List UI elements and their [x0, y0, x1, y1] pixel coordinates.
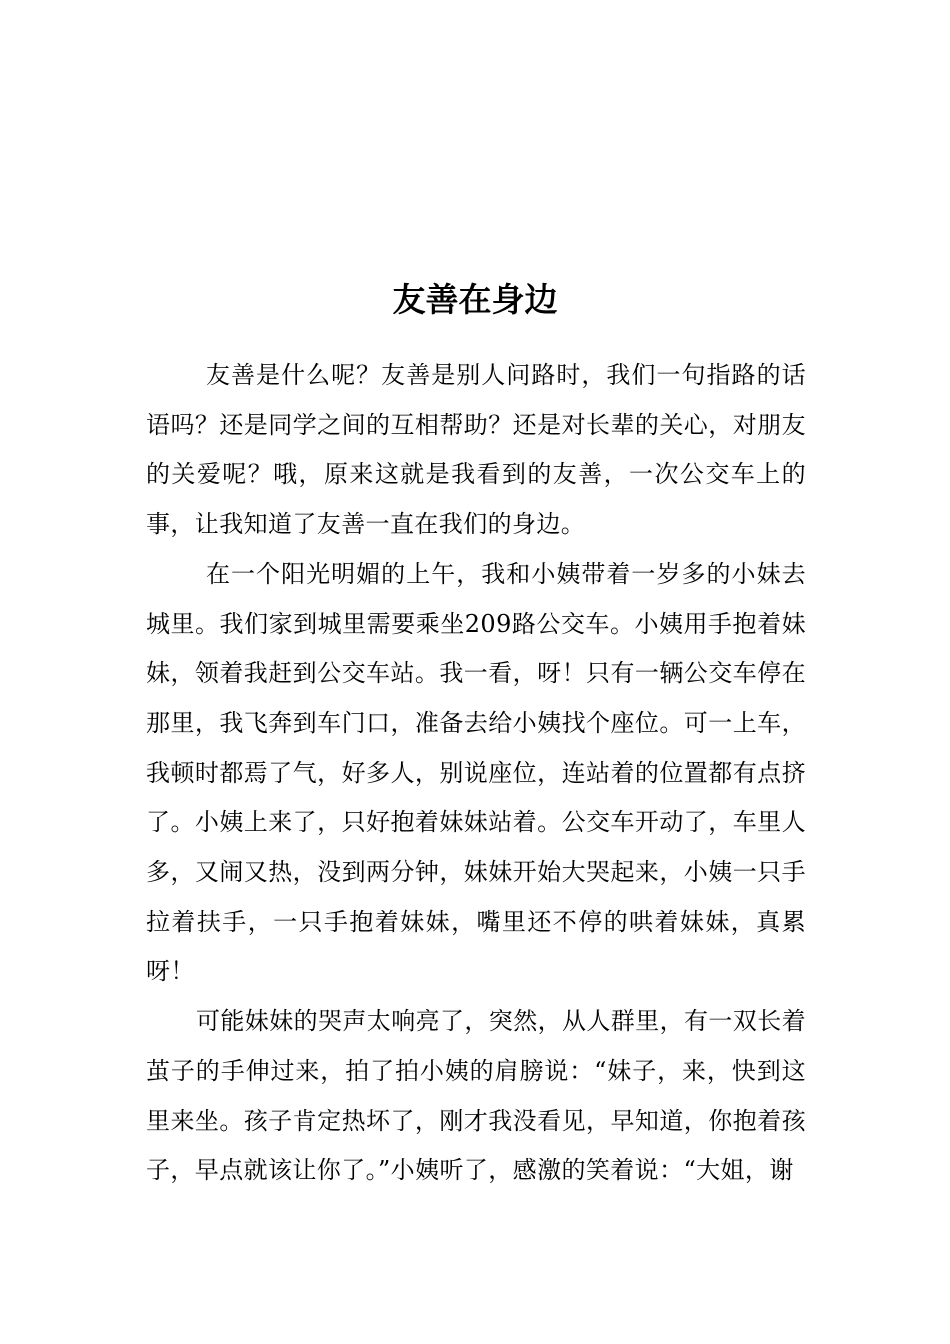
paragraph-1: 友善是什么呢？友善是别人问路时，我们一句指路的话语吗？还是同学之间的互相帮助？还是对长辈的关心，对朋友的关爱呢？哦，原来这就是我看到的友善，一次公交车上的事，让我知道了友善一直在我们的身边。: [146, 361, 806, 539]
paragraph-2: 在一个阳光明媚的上午，我和小姨带着一岁多的小妹去城里。我们家到城里需要乘坐209路公交车。小姨用手抱着妹妹，领着我赶到公交车站。我一看，呀！只有一辆公交车停在那里，我飞奔到车门口，准备去给小姨找个座位。可一上车，我顿时都焉了气，好多人，别说座位，连站着的位置都有点挤了。小姨上来了，只好抱着妹妹站着。公交车开动了，车里人多，又闹又热，没到两分钟，妹妹开始大哭起来，小姨一只手拉着扶手，一只手抱着妹妹，嘴里还不停的哄着妹妹，真累呀！: [146, 559, 806, 986]
paragraph-3: 可能妹妹的哭声太响亮了，突然，从人群里，有一双长着茧子的手伸过来，拍了拍小姨的肩膀说：“妹子，来，快到这里来坐。孩子肯定热坏了，刚才我没看见，早知道，你抱着孩子，早点就该让你了。”小姨听了，感激的笑着说：“大姐，谢: [146, 1007, 806, 1185]
document-body: [146, 351, 806, 1196]
page-title: 友善在身边: [392, 280, 558, 319]
